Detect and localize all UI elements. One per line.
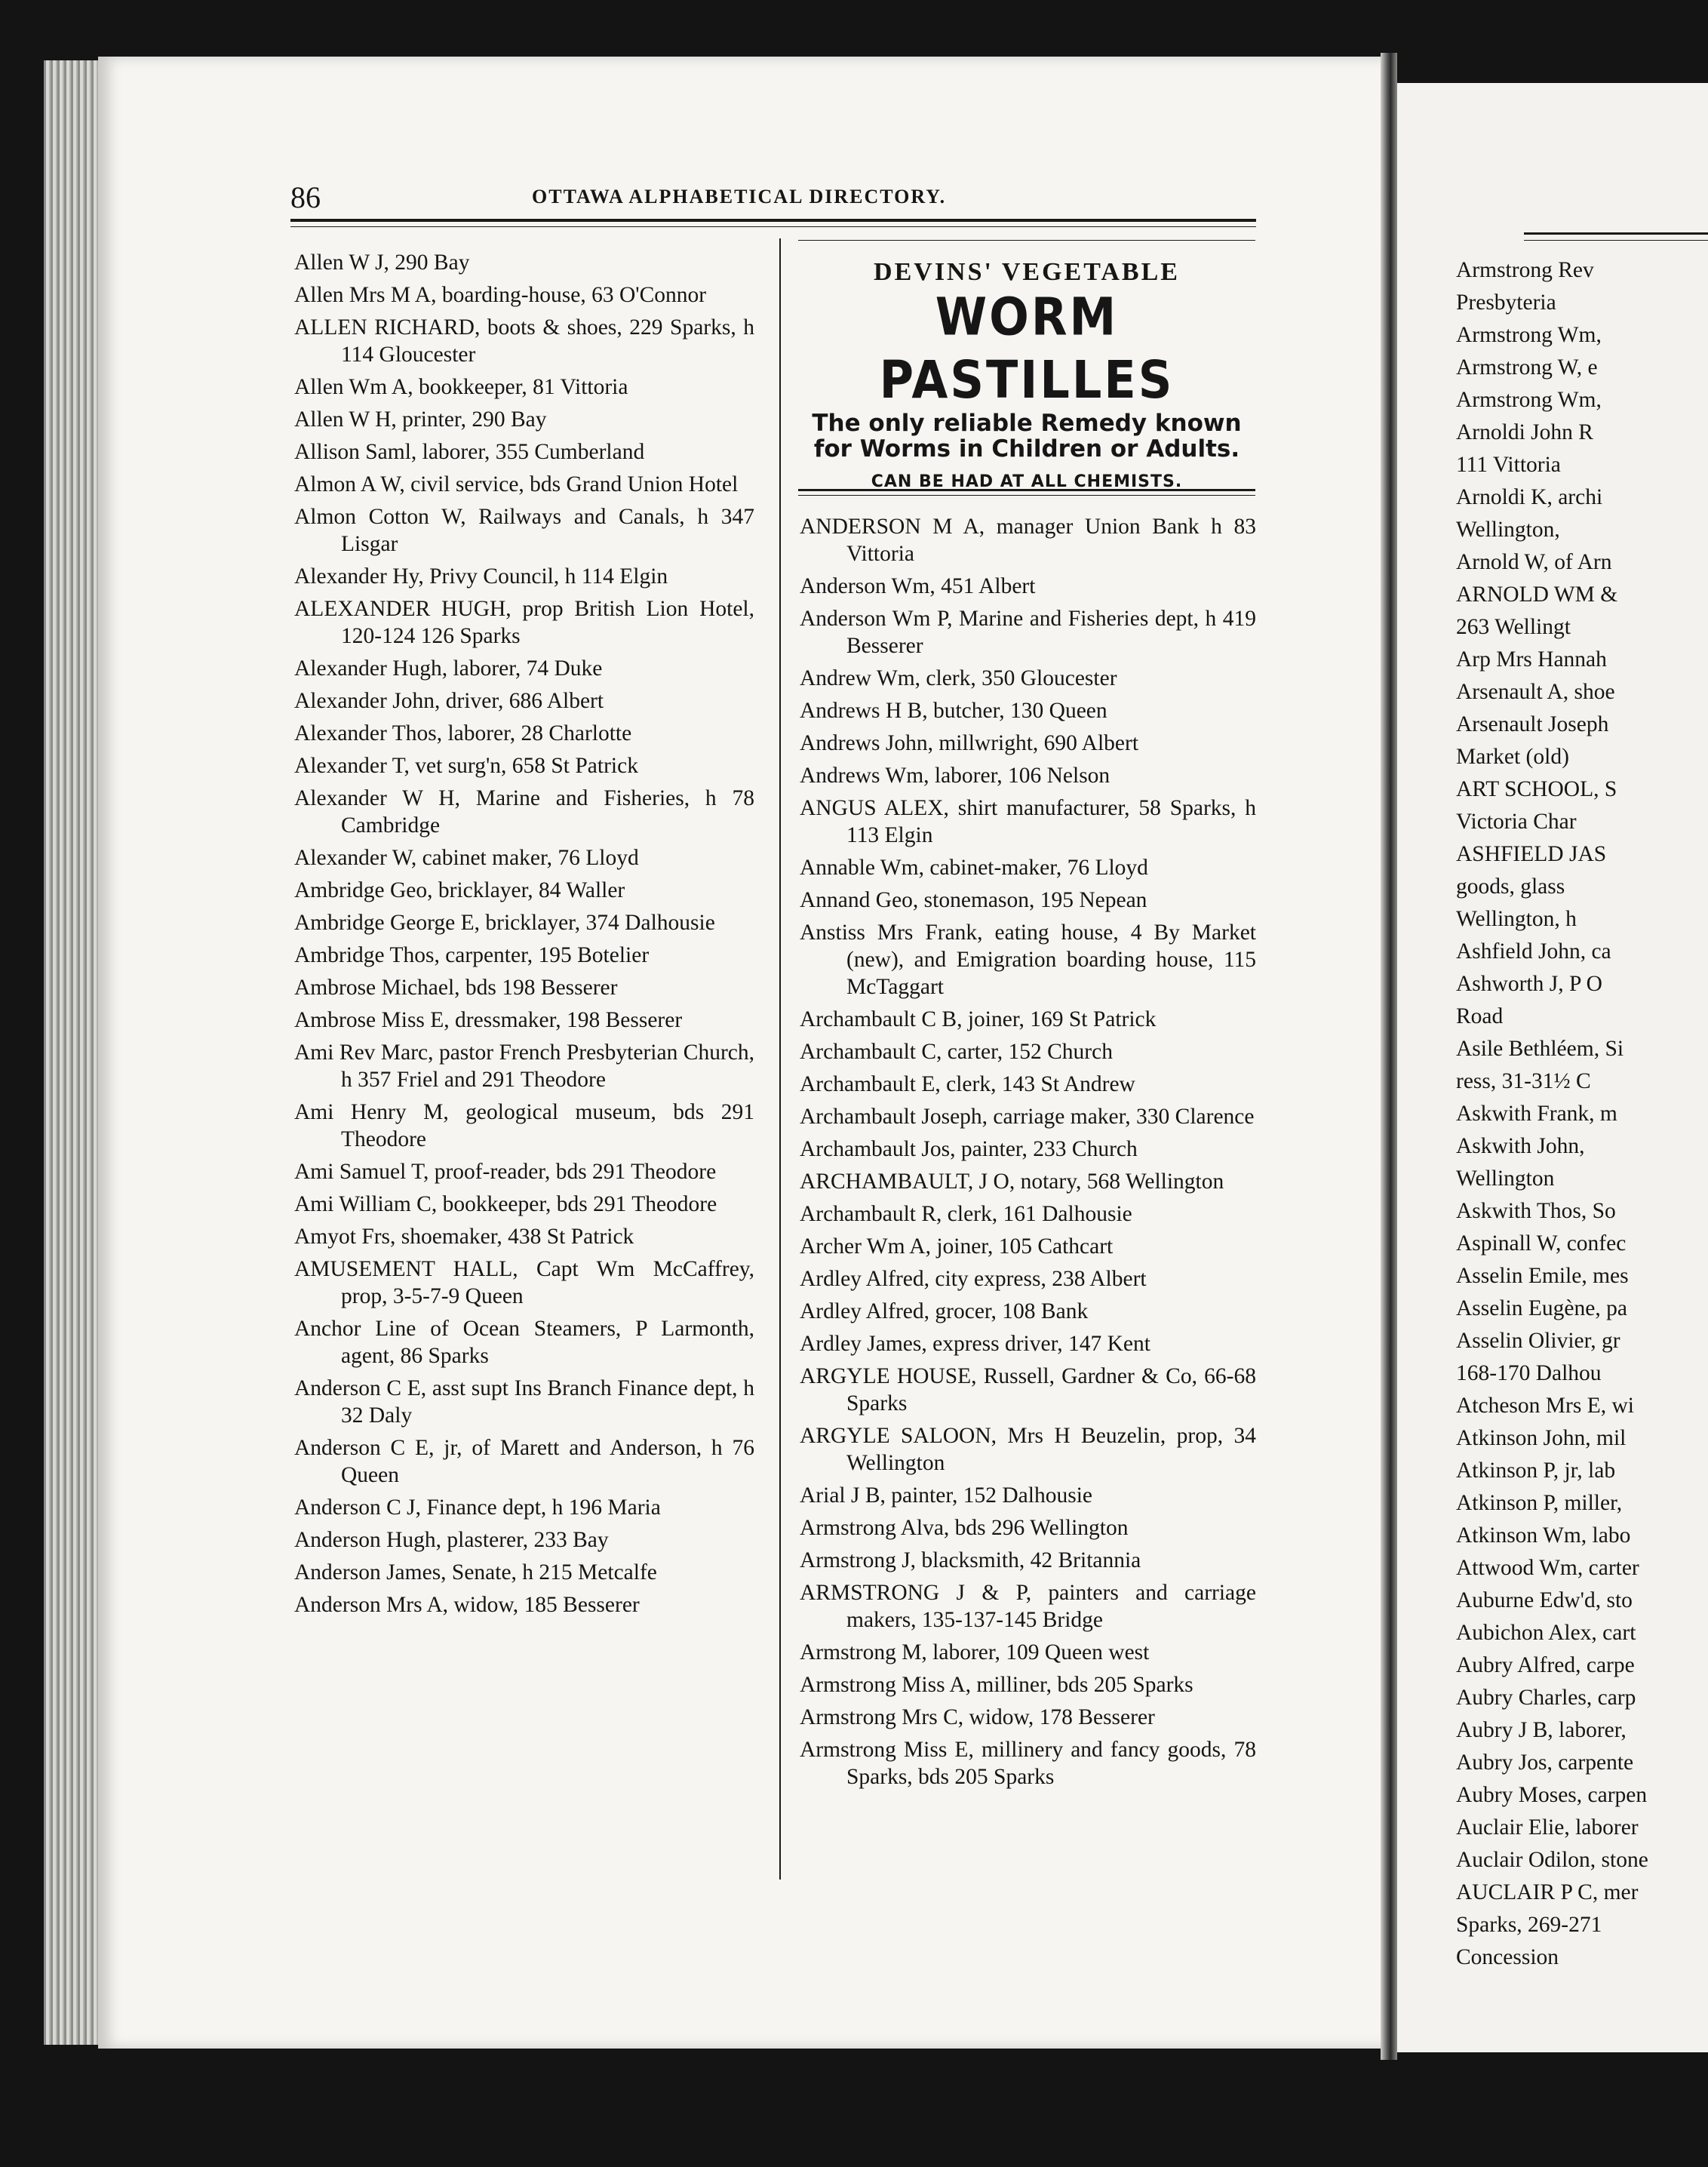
ad-brand: DEVINS' VEGETABLE [874,258,1180,286]
directory-entry: ARGYLE HOUSE, Russell, Gardner & Co, 66-68 Sparks [800,1364,1256,1415]
directory-entry: Almon Cotton W, Railways and Canals, h 347 Lisgar [294,505,754,556]
ad-product: WORM PASTILLES [879,286,1175,410]
directory-entry: Alexander Thos, laborer, 28 Charlotte [294,721,632,745]
directory-entry: Ashfield John, ca [1456,939,1611,964]
directory-entry: Aubry Alfred, carpe [1456,1653,1635,1677]
directory-entry: Aubry Jos, carpente [1456,1751,1634,1775]
directory-entry: Askwith Thos, So [1456,1199,1616,1223]
directory-entry: Allison Saml, laborer, 355 Cumberland [294,440,645,464]
directory-entry: Alexander W H, Marine and Fisheries, h 78 Cambridge [294,786,754,838]
directory-entry: ARCHAMBAULT, J O, notary, 568 Wellington [800,1170,1224,1194]
directory-entry: Asselin Olivier, gr [1456,1329,1620,1353]
directory-entry: Aubichon Alex, cart [1456,1621,1636,1645]
directory-entry: Asselin Emile, mes [1456,1264,1629,1288]
directory-entry: Alexander Hy, Privy Council, h 114 Elgin [294,564,668,589]
directory-entry: Aubry J B, laborer, [1456,1718,1627,1742]
directory-entry: Askwith Frank, m [1456,1102,1617,1126]
facing-page-rule-thin [1524,240,1708,241]
directory-entry: Ami William C, bookkeeper, bds 291 Theodore [294,1192,717,1216]
directory-entry: ARGYLE SALOON, Mrs H Beuzelin, prop, 34 Wellington [800,1424,1256,1475]
right-column [800,513,1256,1796]
directory-entry: Andrews Wm, laborer, 106 Nelson [800,764,1111,788]
directory-entry: Asile Bethléem, Si [1456,1037,1624,1061]
directory-entry: Archambault C, carter, 152 Church [800,1040,1113,1064]
directory-entry: Aspinall W, confec [1456,1231,1627,1256]
directory-entry: Aubry Moses, carpen [1456,1783,1648,1807]
directory-entry: ress, 31-31½ C [1456,1069,1591,1093]
directory-entry: ALEXANDER HUGH, prop British Lion Hotel, 120-124 126 Sparks [294,597,754,648]
directory-entry: Ambrose Miss E, dressmaker, 198 Besserer [294,1008,683,1032]
directory-entry: Anderson C E, asst supt Ins Branch Finance dept, h 32 Daly [294,1376,754,1428]
directory-entry: Arnoldi K, archi [1456,485,1603,509]
directory-entry: Armstrong Miss E, millinery and fancy goods, 78 Sparks, bds 205 Sparks [800,1738,1256,1789]
directory-entry: Anderson C E, jr, of Marett and Anderson, h 76 Queen [294,1436,754,1487]
directory-entry: Atkinson P, miller, [1456,1491,1623,1515]
directory-entry: Ami Henry M, geological museum, bds 291 Theodore [294,1100,754,1151]
directory-entry: Anderson Wm, 451 Albert [800,574,1036,598]
directory-entry: ALLEN RICHARD, boots & shoes, 229 Sparks, h 114 Gloucester [294,315,754,367]
directory-entry: Aubry Charles, carp [1456,1686,1636,1710]
directory-entry: Archambault C B, joiner, 169 St Patrick [800,1007,1157,1031]
directory-entry: Arnoldi John R [1456,420,1593,444]
directory-entry: Anderson C J, Finance dept, h 196 Maria [294,1495,661,1520]
directory-entry: Wellington [1456,1166,1555,1191]
directory-entry: Ardley Alfred, city express, 238 Albert [800,1267,1147,1291]
directory-entry: ARMSTRONG J & P, painters and carriage makers, 135-137-145 Bridge [800,1581,1256,1632]
directory-entry: Amyot Frs, shoemaker, 438 St Patrick [294,1225,634,1249]
directory-entry: Anderson Wm P, Marine and Fisheries dept, h 419 Besserer [800,607,1256,658]
directory-entry: Ashworth J, P O [1456,972,1602,996]
ad-availability: CAN BE HAD AT ALL CHEMISTS. [871,472,1183,491]
directory-entry: Arial J B, painter, 152 Dalhousie [800,1483,1092,1508]
directory-entry: Anderson James, Senate, h 215 Metcalfe [294,1560,657,1585]
directory-entry: Atkinson Wm, labo [1456,1523,1631,1548]
directory-entry: ANGUS ALEX, shirt manufacturer, 58 Sparks, h 113 Elgin [800,796,1256,847]
directory-entry: Armstrong Miss A, milliner, bds 205 Sparks [800,1673,1193,1697]
directory-entry: ASHFIELD JAS [1456,842,1607,866]
directory-entry: Armstrong M, laborer, 109 Queen west [800,1640,1150,1664]
directory-entry: Archambault E, clerk, 143 St Andrew [800,1072,1135,1096]
directory-entry: Annable Wm, cabinet-maker, 76 Lloyd [800,856,1148,880]
ad-claim: The only reliable Remedy known for Worms in Children or Adults. [812,410,1242,463]
directory-entry: Allen W J, 290 Bay [294,251,470,275]
directory-entry: Alexander T, vet surg'n, 658 St Patrick [294,754,638,778]
directory-entry: Sparks, 269-271 [1456,1913,1602,1937]
directory-entry: Armstrong Mrs C, widow, 178 Besserer [800,1705,1155,1729]
advertisement-top-rule [798,240,1255,241]
running-head [290,180,1256,225]
directory-entry: Armstrong Wm, [1456,323,1602,347]
page-edge [44,60,103,2045]
directory-entry: Armstrong W, e [1456,355,1598,380]
facing-page-rule [1524,232,1708,235]
directory-entry: Alexander John, driver, 686 Albert [294,689,604,713]
directory-entry: Armstrong Rev [1456,258,1594,282]
directory-entry: Auclair Odilon, stone [1456,1848,1648,1872]
directory-entry: Atkinson John, mil [1456,1426,1627,1450]
column-divider [779,238,781,1880]
directory-entry: Anchor Line of Ocean Steamers, P Larmonth, agent, 86 Sparks [294,1317,754,1368]
advertisement [798,255,1255,491]
directory-entry: Atkinson P, jr, lab [1456,1458,1616,1483]
directory-entry: 111 Vittoria [1456,453,1561,477]
directory-entry: Auburne Edw'd, sto [1456,1588,1633,1612]
directory-entry: Archambault Joseph, carriage maker, 330 Clarence [800,1105,1255,1129]
directory-entry: ANDERSON M A, manager Union Bank h 83 Vittoria [800,515,1256,566]
directory-entry: Ambridge George E, bricklayer, 374 Dalhousie [294,911,715,935]
directory-entry: Andrews John, millwright, 690 Albert [800,731,1139,755]
directory-entry: Alexander Hugh, laborer, 74 Duke [294,656,603,681]
directory-entry: Allen W H, printer, 290 Bay [294,407,547,432]
directory-entry: Attwood Wm, carter [1456,1556,1639,1580]
directory-entry: AMUSEMENT HALL, Capt Wm McCaffrey, prop, 3-5-7-9 Queen [294,1257,754,1308]
directory-entry: Askwith John, [1456,1134,1585,1158]
directory-entry: Wellington, h [1456,907,1577,931]
directory-entry: Annand Geo, stonemason, 195 Nepean [800,888,1147,912]
directory-entry: AUCLAIR P C, mer [1456,1880,1639,1904]
directory-entry: Ambridge Thos, carpenter, 195 Botelier [294,943,650,967]
directory-entry: Auclair Elie, laborer [1456,1815,1639,1840]
directory-entry: Wellington, [1456,518,1560,542]
directory-entry: Anderson Hugh, plasterer, 233 Bay [294,1528,609,1552]
directory-entry: Armstrong J, blacksmith, 42 Britannia [800,1548,1141,1572]
left-column [294,249,754,1624]
directory-entry: Anstiss Mrs Frank, eating house, 4 By Market (new), and Emigration boarding house, 115 McTaggart [800,921,1256,999]
directory-entry: ARNOLD WM & [1456,582,1618,607]
directory-entry: Archer Wm A, joiner, 105 Cathcart [800,1234,1114,1259]
directory-entry: Atcheson Mrs E, wi [1456,1394,1634,1418]
directory-entry: Ambrose Michael, bds 198 Besserer [294,976,618,1000]
directory-entry: 263 Wellingt [1456,615,1571,639]
advertisement-rule-thin [798,495,1255,496]
directory-entry: Allen Mrs M A, boarding-house, 63 O'Connor [294,283,707,307]
directory-entry: ART SCHOOL, S [1456,777,1617,801]
page-title: OTTAWA ALPHABETICAL DIRECTORY. [532,186,947,207]
directory-entry: Archambault R, clerk, 161 Dalhousie [800,1202,1132,1226]
directory-entry: Armstrong Wm, [1456,388,1602,412]
directory-entry: Asselin Eugène, pa [1456,1296,1627,1320]
directory-entry: Armstrong Alva, bds 296 Wellington [800,1516,1129,1540]
book-gutter [1381,53,1397,2060]
directory-entry: Arsenault Joseph [1456,712,1609,736]
directory-entry: Allen Wm A, bookkeeper, 81 Vittoria [294,375,628,399]
directory-entry: Road [1456,1004,1504,1028]
directory-entry: Ardley James, express driver, 147 Kent [800,1332,1150,1356]
directory-entry: 168-170 Dalhou [1456,1361,1602,1385]
directory-entry: Anderson Mrs A, widow, 185 Besserer [294,1593,640,1617]
header-rule-thin [290,226,1256,227]
directory-entry: Ami Rev Marc, pastor French Presbyterian Church, h 357 Friel and 291 Theodore [294,1040,754,1092]
directory-entry: Arsenault A, shoe [1456,680,1615,704]
page-number: 86 [290,180,321,214]
header-rule [290,219,1256,222]
directory-entry: Arp Mrs Hannah [1456,647,1607,672]
directory-entry: Ambridge Geo, bricklayer, 84 Waller [294,878,625,902]
directory-entry: Archambault Jos, painter, 233 Church [800,1137,1138,1161]
directory-entry: Ami Samuel T, proof-reader, bds 291 Theodore [294,1160,717,1184]
directory-entry: Market (old) [1456,745,1569,769]
advertisement-rule [798,489,1255,491]
directory-entry: goods, glass [1456,874,1565,899]
facing-page-column [1456,257,1708,1976]
directory-entry: Presbyteria [1456,290,1556,315]
directory-entry: Andrews H B, butcher, 130 Queen [800,699,1107,723]
directory-entry: Ardley Alfred, grocer, 108 Bank [800,1299,1089,1323]
directory-entry: Andrew Wm, clerk, 350 Gloucester [800,666,1117,690]
directory-entry: Almon A W, civil service, bds Grand Union Hotel [294,472,739,496]
directory-entry: Victoria Char [1456,810,1577,834]
directory-entry: Concession [1456,1945,1559,1969]
directory-entry: Alexander W, cabinet maker, 76 Lloyd [294,846,639,870]
directory-entry: Arnold W, of Arn [1456,550,1612,574]
